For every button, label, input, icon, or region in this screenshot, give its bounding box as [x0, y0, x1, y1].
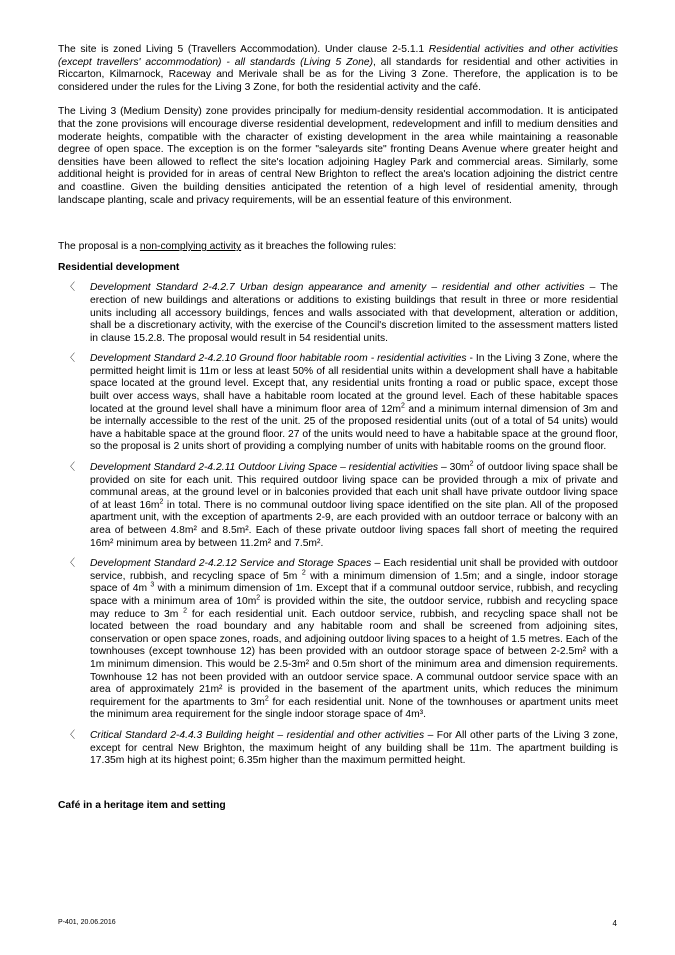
bullet-icon: 〈 [65, 353, 75, 365]
rule-outdoor-living-space [58, 462, 618, 550]
bullet-icon: 〈 [65, 558, 75, 570]
rule-urban-design [58, 282, 618, 345]
non-complying-text-cont: as it breaches the following rules: [241, 241, 397, 253]
rule-body-cont: with a minimum dimension of 1.5m; and a single, indoor storage space of 4m [90, 570, 618, 595]
superscript: 2 [264, 695, 269, 703]
rules-list [58, 282, 618, 767]
rule-body-cont: for each residential unit. Each outdoor service, rubbish, and recycling space shall not be located between the road boundary and any habitable room and shall be screened from adjoining sites, conservation or open space zones, roads, and adjoining outdoor living spaces to a height of 1.5 metres. Each of the townhouses (except townhouse 12) has been provided with an outdoor storage space of between 2-2.5m² with a 1m minimum dimension. This would be 2.5-3m² and 0.5m short of the minimum area and dimension requirements. Townhouse 12 has not been provided with an outdoor service space. A communal outdoor service space with an area of approximately 21m² is provided in the basement of the apartment units, which reduces the minimum requirement for the apartments to 3m [90, 608, 618, 708]
rule-body-cont: with a minimum dimension of 1m. Except that if a communal outdoor service, rubbish, and recycling space with a minimum area of 10m [90, 583, 618, 607]
rule-body: - In the Living 3 Zone, where the permitted height limit is 11m or less at least 50% of all residential units within a development shall have a habitable space located at the ground level. Except that, any residential units fronting a road or public space, except those built over access ways, shall have a habitable room located at the ground level. Each of these habitable spaces located at the ground level shall have a minimum floor area of 12m [90, 353, 618, 415]
rule-body: – 30m [438, 462, 470, 474]
rule-title: Development Standard 2-4.2.7 Urban design appearance and amenity – residential and other activities – [90, 282, 596, 294]
rule-title: Development Standard 2-4.2.11 Outdoor Living Space – residential activities [90, 462, 439, 474]
zoning-clause-title: Residential activities and other activities (except travellers' accommodation) - all standards (Living 5 Zone) [58, 44, 618, 68]
bullet-icon: 〈 [65, 729, 75, 741]
rule-body-cont: for each residential unit. None of the townhouses or apartment units meet the minimum area requirement for the single indoor storage space of 4m³. [90, 696, 619, 721]
rule-service-storage-spaces [58, 558, 618, 722]
rule-title: Critical Standard 2-4.4.3 Building height – residential and other activities [90, 729, 425, 741]
bullet-icon: 〈 [65, 462, 75, 474]
rule-body-cont: and a minimum internal dimension of 3m and be internally accessible to the rest of the unit. 25 of the proposed residential units (out of a total of 54 units) would have a habitable space at the ground floor. 27 of the units would need to have a habitable space at the ground floor, so the proposal is 2 units short of providing a complying number of units with habitable rooms on the ground floor. [90, 403, 618, 453]
zoning-text: The site is zoned Living 5 (Travellers Accommodation). Under clause 2-5.1.1 [58, 44, 429, 55]
zoning-text-cont: , all standards for residential and other activities in Riccarton, Kilmarnock, Raceway and Merivale shall be as for the Living 3 Zone. Therefore, the application is to be considered under the rules for the Living 3 Zone, for both the residential activity and the café. [58, 56, 618, 93]
rule-body-cont: of outdoor living space shall be provided on site for each unit. This required outdoor living space can be provided through a mix of private and communal areas, at the ground level or in balconies provided that each unit shall have private outdoor living space of at least 16m [90, 462, 618, 511]
non-complying-term: non-complying activity [139, 241, 242, 253]
superscript: 2 [469, 460, 474, 468]
non-complying-text: The proposal is a [58, 241, 140, 253]
document-body [58, 44, 618, 812]
rule-building-height [58, 730, 618, 768]
page-number: 4 [612, 919, 617, 928]
living3-zone-paragraph: The Living 3 (Medium Density) zone provides principally for medium-density residential accommodation. It is anticipated that the zone provisions will encourage diverse residential development, redevelopment and infill to medium densities and moderate heights, compatible with the character of existing development in the area while maintaining a reasonable degree of open space. The exception is on the former "saleyards site" fronting Deans Avenue where greater height and densities have been allowed to reflect the site's location adjoining Hagley Park and commercial areas. Similarly, some additional height is provided for in areas of central New Brighton to reflect the area's location adjoining the district centre and coastline. Given the building densities anticipated the retention of a high level of residential amenity, through landscape planting, scale and privacy requirements, will be an essential feature of this environment. [58, 106, 618, 206]
residential-development-heading: Residential development [58, 261, 180, 273]
rule-body-cont: is provided within the site, the outdoor service, rubbish and recycling space may reduce to 3m [90, 595, 619, 620]
superscript: 2 [401, 402, 405, 410]
rule-title: Development Standard 2-4.2.12 Service and Storage Spaces [90, 558, 372, 570]
bullet-icon: 〈 [65, 282, 75, 294]
rule-body-cont: in total. There is no communal outdoor living space identified on the site plan. All of the proposed apartment unit, with the exception of apartments 2-9, are each provided with an outdoor terrace or balcony with an area of between 4.8m² and 8.5m². Each of these private outdoor living spaces fall short of meeting the required 16m² minimum area by between 11.2m² and 7.5m². [90, 499, 618, 549]
rule-body: – For All other parts of the Living 3 zone, except for central New Brighton, the maximum height of any building shall be 11m. The apartment building is 17.35m high at its highest point; 6.35m higher than the maximum permitted height. [90, 729, 618, 767]
rule-title: Development Standard 2-4.2.10 Ground floor habitable room - residential activities [90, 353, 467, 365]
superscript: 2 [256, 594, 261, 602]
superscript: 2 [183, 607, 188, 615]
document-reference: P-401, 20.06.2016 [58, 919, 116, 926]
superscript: 3 [150, 581, 155, 589]
rule-body: The erection of new buildings and alterations or additions to existing buildings that result in three or more residential units including all accessory buildings, fences and walls associated with that development, alteration or addition, shall be a discretionary activity, with the exercise of the Council's discretion limited to the assessment matters listed in clause 15.2.8. The proposal would result in 54 residential units. [90, 282, 618, 344]
superscript: 2 [159, 498, 164, 506]
rule-body: – Each residential unit shall be provided with outdoor service, rubbish, and recycling space of 5m [90, 558, 618, 582]
rule-ground-floor-habitable-room [58, 353, 618, 454]
zoning-paragraph [58, 44, 618, 94]
non-complying-paragraph [58, 241, 618, 254]
cafe-heritage-heading: Café in a heritage item and setting [58, 799, 226, 811]
superscript: 2 [301, 569, 306, 577]
